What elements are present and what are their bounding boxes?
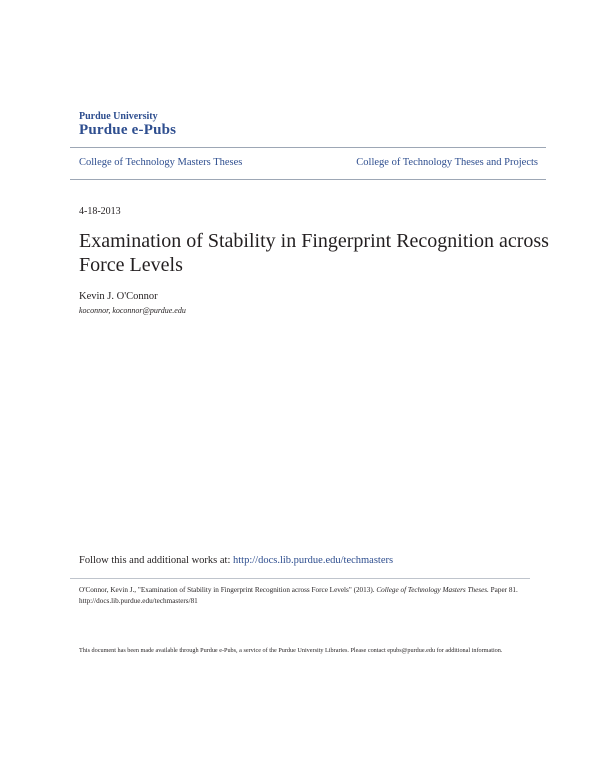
author-emails: koconnor, koconnor@purdue.edu: [79, 306, 186, 315]
bottom-divider: [70, 578, 530, 579]
top-divider: [70, 147, 546, 148]
theses-projects-link[interactable]: College of Technology Theses and Projects: [356, 157, 538, 168]
citation-url[interactable]: http://docs.lib.purdue.edu/techmasters/81: [79, 597, 198, 605]
follow-prefix: Follow this and additional works at:: [79, 555, 233, 566]
middle-divider: [70, 179, 546, 180]
document-title: Examination of Stability in Fingerprint Recognition across Force Levels: [79, 230, 549, 276]
follow-link[interactable]: http://docs.lib.purdue.edu/techmasters: [233, 555, 394, 566]
publication-date: 4-18-2013: [79, 206, 121, 217]
citation-block: [79, 585, 534, 607]
repository-link[interactable]: Purdue e-Pubs: [79, 122, 177, 138]
author-name: Kevin J. O'Connor: [79, 291, 158, 302]
university-name: Purdue University: [79, 111, 158, 122]
citation-paper: Paper 81.: [488, 586, 518, 594]
masters-theses-link[interactable]: College of Technology Masters Theses: [79, 157, 243, 168]
citation-text: O'Connor, Kevin J., "Examination of Stability in Fingerprint Recognition across Force Levels" (2013).: [79, 586, 377, 594]
follow-line: [79, 555, 393, 566]
citation-series: College of Technology Masters Theses.: [376, 586, 489, 594]
availability-notice: This document has been made available through Purdue e-Pubs, a service of the Purdue University Libraries. Please contact epubs@purdue.edu for additional information.: [79, 647, 503, 654]
